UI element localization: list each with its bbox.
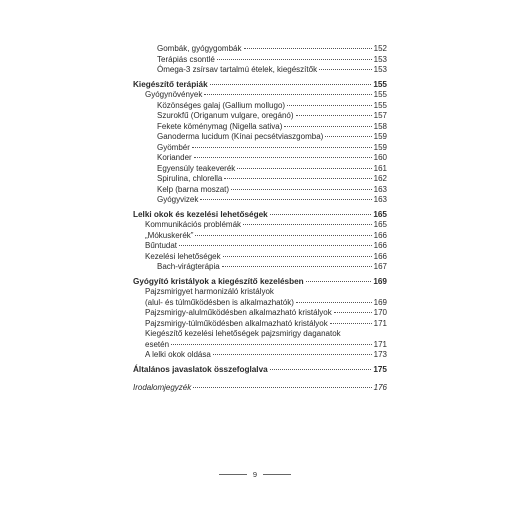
footer-rule-left (219, 474, 247, 475)
dot-leader (237, 168, 371, 169)
dot-leader (284, 126, 371, 127)
dot-leader (330, 323, 372, 324)
toc-entry (133, 164, 387, 175)
toc-page-number: 169 (373, 297, 387, 307)
toc-entry-label: Szurokfű (Origanum vulgare, oregánó) (157, 111, 294, 120)
toc-entry-label: Kommunikációs problémák (145, 220, 242, 229)
toc-entry-label: Pajzsmirigy-alulműködésben alkalmazható kristályok (145, 308, 332, 317)
dot-leader (192, 147, 372, 148)
dot-leader (193, 387, 371, 388)
toc-page-number: 166 (373, 230, 387, 240)
toc-entry-label: Kiegészítő terápiák (133, 79, 208, 89)
dot-leader (270, 214, 372, 215)
toc-page-number: 160 (373, 153, 387, 162)
toc-entry (133, 111, 387, 122)
toc-chapter-heading (133, 277, 387, 288)
toc-entry-label: Lelki okok és kezelési lehetőségek (133, 209, 268, 219)
toc-page-number: 155 (373, 90, 387, 99)
toc-page-number: 155 (373, 79, 387, 89)
toc-page-number: 155 (373, 100, 387, 110)
toc-entry-label: „Mókuskerék” (145, 230, 194, 240)
dot-leader (334, 312, 372, 313)
toc-entry (133, 231, 387, 242)
dot-leader (243, 224, 372, 225)
dot-leader (223, 256, 372, 257)
dot-leader (179, 245, 372, 246)
toc-page-number: 169 (373, 276, 387, 286)
toc-entry (133, 340, 387, 351)
dot-leader (231, 189, 372, 190)
toc-entry (133, 65, 387, 76)
toc-entry-label: Terápiás csontlé (157, 54, 215, 64)
toc-entry-label: A lelki okok oldása (145, 350, 211, 359)
toc-entry-label: (alul- és túlműködésben is alkalmazhatók) (145, 297, 294, 307)
toc-page-number: 170 (373, 308, 387, 317)
toc-entry (133, 262, 387, 273)
footer-rule-right (263, 474, 291, 475)
toc-entry-label: Gyógynövények (145, 90, 203, 99)
toc-entry-label: Fekete köménymag (Nigella sativa) (157, 121, 283, 131)
toc-page-number: 159 (373, 142, 387, 152)
toc-page-number: 153 (373, 54, 387, 64)
toc-entry (133, 195, 387, 206)
toc-entry-label: Gombák, gyógygombák (157, 44, 242, 53)
toc-chapter-heading (133, 210, 387, 221)
toc-entry-label: Spirulina, chlorella (157, 174, 223, 183)
toc-page-number: 171 (373, 318, 387, 328)
dot-leader (287, 105, 372, 106)
toc-page-number: 159 (373, 132, 387, 141)
dot-leader (270, 369, 372, 370)
dot-leader (213, 354, 372, 355)
toc-entry-label: Kelp (barna moszat) (157, 184, 230, 194)
dot-leader (296, 115, 372, 116)
toc-entry (133, 383, 387, 394)
dot-leader (319, 69, 372, 70)
toc-entry (133, 350, 387, 361)
toc-page-number: 158 (373, 121, 387, 131)
toc-entry-label: Pajzsmirigy-túlműködésben alkalmazható kristályok (145, 318, 328, 328)
dot-leader (194, 157, 372, 158)
toc-entry (133, 298, 387, 309)
toc-page-number: 175 (373, 364, 387, 374)
toc-page-number: 173 (373, 350, 387, 359)
toc-entry (133, 90, 387, 101)
toc-entry (133, 319, 387, 330)
dot-leader (171, 344, 372, 345)
page-number: 9 (252, 470, 258, 479)
toc-entry-label: Kezelési lehetőségek (145, 251, 221, 261)
toc-entry-label: Közönséges galaj (Gallium mollugo) (157, 100, 286, 110)
dot-leader (244, 48, 372, 49)
toc-entry (133, 143, 387, 154)
toc-entry-label: Koriander (157, 153, 192, 162)
toc-entry (133, 252, 387, 263)
table-of-contents (133, 44, 387, 394)
toc-entry-label: Gyömbér (157, 142, 190, 152)
dot-leader (204, 94, 371, 95)
toc-page-number: 165 (373, 209, 387, 219)
toc-entry-label: Bach-virágterápia (157, 262, 220, 271)
dot-leader (200, 199, 371, 200)
toc-page-number: 162 (373, 174, 387, 183)
toc-chapter-heading (133, 365, 387, 376)
dot-leader (296, 302, 372, 303)
page-footer (0, 470, 510, 479)
toc-page-number: 163 (373, 195, 387, 204)
toc-entry (133, 174, 387, 185)
toc-entry-label: Ómega-3 zsírsav tartalmú ételek, kiegészítők (157, 65, 318, 74)
toc-page-number: 166 (373, 251, 387, 261)
toc-entry-label: Gyógyvizek (157, 195, 199, 204)
dot-leader (325, 136, 371, 137)
toc-entry (133, 185, 387, 196)
dot-leader (224, 178, 371, 179)
toc-entry-label: Gyógyító kristályok a kiegészítő kezelésben (133, 276, 304, 286)
toc-entry-label: Egyensúly teakeverék (157, 163, 236, 173)
toc-page-number: 152 (373, 44, 387, 53)
toc-chapter-heading (133, 80, 387, 91)
toc-entry (133, 220, 387, 231)
dot-leader (217, 59, 372, 60)
toc-entry (133, 241, 387, 252)
toc-page-number: 167 (373, 262, 387, 271)
toc-page-number: 166 (373, 241, 387, 250)
toc-entry-label: esetén (145, 339, 170, 349)
toc-entry (133, 122, 387, 133)
toc-entry (133, 55, 387, 66)
toc-entry (133, 308, 387, 319)
toc-entry (133, 44, 387, 55)
toc-page-number: 176 (373, 383, 387, 392)
toc-entry (133, 153, 387, 164)
toc-entry-label-line1: Kiegészítő kezelési lehetőségek pajzsmirigy daganatok (145, 329, 341, 338)
toc-entry (133, 132, 387, 143)
toc-entry-label: Irodalomjegyzék (133, 383, 192, 392)
toc-entry-label-line1: Pajzsmirigyet harmonizáló kristályok (145, 287, 274, 296)
toc-entry-label: Ganoderma lucidum (Kínai pecsétviaszgomba) (157, 132, 324, 141)
dot-leader (195, 235, 371, 236)
toc-page-number: 171 (373, 339, 387, 349)
dot-leader (210, 84, 372, 85)
toc-entry (133, 101, 387, 112)
toc-entry-label: Általános javaslatok összefoglalva (133, 364, 268, 374)
toc-page-number: 153 (373, 65, 387, 74)
toc-page-number: 161 (373, 163, 387, 173)
toc-page-number: 157 (373, 111, 387, 120)
toc-page-number: 165 (373, 220, 387, 229)
dot-leader (306, 281, 372, 282)
toc-entry-label: Bűntudat (145, 241, 178, 250)
dot-leader (222, 266, 372, 267)
toc-page-number: 163 (373, 184, 387, 194)
